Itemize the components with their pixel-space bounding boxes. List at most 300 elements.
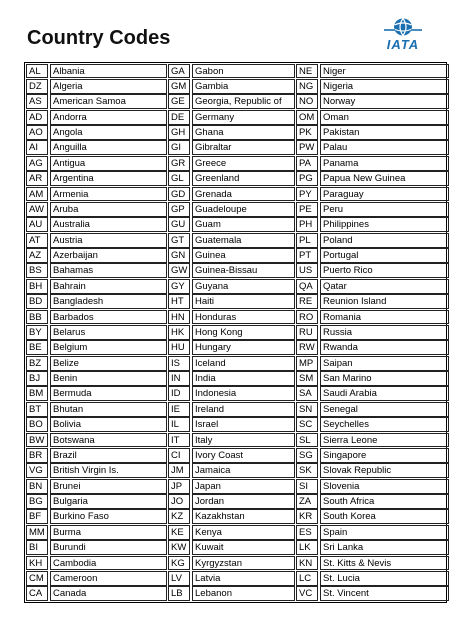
country-name-cell: Albania (50, 64, 167, 79)
table-row (26, 171, 167, 186)
country-name-cell: Bangladesh (50, 294, 167, 309)
country-name-cell: Canada (50, 586, 167, 601)
country-code-cell: VC (296, 586, 318, 601)
country-code-cell: HN (168, 310, 190, 325)
country-name-cell: Argentina (50, 171, 167, 186)
country-name-cell: Lebanon (192, 586, 295, 601)
table-row (296, 570, 449, 585)
country-name-cell: Iceland (192, 356, 295, 371)
country-code-cell: HU (168, 340, 190, 355)
country-code-cell: RW (296, 340, 318, 355)
country-name-cell: Bermuda (50, 386, 167, 401)
table-row (296, 63, 449, 78)
table-row (296, 386, 449, 401)
country-name-cell: Guatemala (192, 233, 295, 248)
table-row (168, 140, 295, 155)
table-row (296, 355, 449, 370)
table-row (26, 232, 167, 247)
table-row (296, 494, 449, 509)
country-code-cell: BN (26, 479, 48, 494)
table-row (168, 555, 295, 570)
table-row (168, 263, 295, 278)
country-name-cell: Italy (192, 433, 295, 448)
country-code-cell: RE (296, 294, 318, 309)
country-name-cell: Panama (320, 156, 449, 171)
country-name-cell: Aruba (50, 202, 167, 217)
country-name-cell: Singapore (320, 448, 449, 463)
country-name-cell: Gambia (192, 79, 295, 94)
country-name-cell: Ireland (192, 402, 295, 417)
country-code-cell: BJ (26, 371, 48, 386)
table-row (168, 78, 295, 93)
country-name-cell: Greenland (192, 171, 295, 186)
table-row (168, 447, 295, 462)
country-code-cell: JO (168, 494, 190, 509)
country-name-cell: Belarus (50, 325, 167, 340)
country-name-cell: Russia (320, 325, 449, 340)
country-code-cell: IN (168, 371, 190, 386)
table-row (296, 248, 449, 263)
country-code-cell: LB (168, 586, 190, 601)
table-row (296, 294, 449, 309)
country-code-cell: PA (296, 156, 318, 171)
country-code-cell: IT (168, 433, 190, 448)
country-code-cell: KR (296, 509, 318, 524)
country-name-cell: Reunion Island (320, 294, 449, 309)
table-row (296, 278, 449, 293)
country-code-cell: GA (168, 64, 190, 79)
country-code-cell: SN (296, 402, 318, 417)
country-name-cell: St. Kitts & Nevis (320, 556, 449, 571)
country-code-cell: GP (168, 202, 190, 217)
table-row (26, 324, 167, 339)
country-code-cell: PW (296, 140, 318, 155)
table-row (296, 555, 449, 570)
table-row (26, 386, 167, 401)
table-row (168, 432, 295, 447)
table-row (168, 201, 295, 216)
country-code-cell: AL (26, 64, 48, 79)
country-code-cell: VG (26, 463, 48, 478)
country-name-cell: St. Lucia (320, 571, 449, 586)
country-name-cell: Gabon (192, 64, 295, 79)
country-name-cell: Japan (192, 479, 295, 494)
table-row (296, 186, 449, 201)
country-code-cell: GU (168, 217, 190, 232)
table-row (168, 324, 295, 339)
table-row (26, 94, 167, 109)
country-name-cell: Portugal (320, 248, 449, 263)
table-row (168, 125, 295, 140)
table-row (296, 263, 449, 278)
country-code-cell: SM (296, 371, 318, 386)
country-code-cell: PK (296, 125, 318, 140)
country-name-cell: Sri Lanka (320, 540, 449, 555)
country-name-cell: Poland (320, 233, 449, 248)
country-code-cell: LC (296, 571, 318, 586)
country-code-cell: BE (26, 340, 48, 355)
country-code-cell: AZ (26, 248, 48, 263)
country-code-cell: CM (26, 571, 48, 586)
country-code-cell: GY (168, 279, 190, 294)
country-name-cell: Slovak Republic (320, 463, 449, 478)
country-name-cell: Papua New Guinea (320, 171, 449, 186)
country-name-cell: Guinea (192, 248, 295, 263)
country-code-cell: GE (168, 94, 190, 109)
country-code-cell: IS (168, 356, 190, 371)
code-column-3 (295, 63, 449, 602)
table-row (296, 94, 449, 109)
country-code-cell: RO (296, 310, 318, 325)
country-name-cell: Greece (192, 156, 295, 171)
code-column-2 (167, 63, 295, 602)
table-row (296, 586, 449, 601)
country-code-cell: GH (168, 125, 190, 140)
country-name-cell: Anguilla (50, 140, 167, 155)
table-row (296, 401, 449, 416)
country-code-cell: IL (168, 417, 190, 432)
table-row (26, 140, 167, 155)
country-name-cell: Puerto Rico (320, 263, 449, 278)
country-code-cell: BI (26, 540, 48, 555)
country-name-cell: Philippines (320, 217, 449, 232)
country-name-cell: Qatar (320, 279, 449, 294)
country-code-cell: BM (26, 386, 48, 401)
table-row (168, 417, 295, 432)
table-row (26, 109, 167, 124)
country-code-cell: GW (168, 263, 190, 278)
country-name-cell: American Samoa (50, 94, 167, 109)
country-name-cell: India (192, 371, 295, 386)
country-code-cell: GT (168, 233, 190, 248)
country-name-cell: Germany (192, 110, 295, 125)
table-row (26, 186, 167, 201)
country-code-cell: BG (26, 494, 48, 509)
country-name-cell: Sierra Leone (320, 433, 449, 448)
country-name-cell: Kuwait (192, 540, 295, 555)
country-name-cell: Bulgaria (50, 494, 167, 509)
country-name-cell: Jordan (192, 494, 295, 509)
table-row (296, 201, 449, 216)
table-row (296, 78, 449, 93)
country-name-cell: Guam (192, 217, 295, 232)
country-name-cell: Ivory Coast (192, 448, 295, 463)
table-row (168, 478, 295, 493)
country-name-cell: Burundi (50, 540, 167, 555)
country-name-cell: Bolivia (50, 417, 167, 432)
country-code-cell: BD (26, 294, 48, 309)
country-name-cell: Oman (320, 110, 449, 125)
country-name-cell: Angola (50, 125, 167, 140)
table-row (168, 155, 295, 170)
page-title: Country Codes (27, 27, 171, 49)
country-code-cell: JM (168, 463, 190, 478)
table-row (168, 63, 295, 78)
country-name-cell: Slovenia (320, 479, 449, 494)
country-name-cell: Grenada (192, 187, 295, 202)
table-row (26, 447, 167, 462)
country-name-cell: Haiti (192, 294, 295, 309)
table-row (168, 509, 295, 524)
table-row (26, 125, 167, 140)
country-name-cell: Belize (50, 356, 167, 371)
country-name-cell: Algeria (50, 79, 167, 94)
table-row (26, 294, 167, 309)
table-row (26, 340, 167, 355)
country-name-cell: Azerbaijan (50, 248, 167, 263)
country-code-cell: MM (26, 525, 48, 540)
country-code-cell: BZ (26, 356, 48, 371)
country-name-cell: Norway (320, 94, 449, 109)
table-row (296, 540, 449, 555)
table-row (168, 494, 295, 509)
table-row (26, 463, 167, 478)
table-row (168, 309, 295, 324)
country-name-cell: Saipan (320, 356, 449, 371)
country-code-cell: AU (26, 217, 48, 232)
country-name-cell: Belgium (50, 340, 167, 355)
table-row (296, 232, 449, 247)
country-name-cell: Bhutan (50, 402, 167, 417)
country-code-cell: SI (296, 479, 318, 494)
country-name-cell: South Korea (320, 509, 449, 524)
table-row (296, 478, 449, 493)
logo-text: IATA (386, 37, 420, 52)
table-row (168, 248, 295, 263)
code-column-1 (25, 63, 167, 602)
country-code-cell: KG (168, 556, 190, 571)
table-row (168, 371, 295, 386)
country-code-cell: AR (26, 171, 48, 186)
table-row (26, 540, 167, 555)
country-code-cell: MP (296, 356, 318, 371)
table-row (168, 232, 295, 247)
country-name-cell: Barbados (50, 310, 167, 325)
table-row (296, 309, 449, 324)
table-row (168, 171, 295, 186)
country-code-cell: NO (296, 94, 318, 109)
country-name-cell: Jamaica (192, 463, 295, 478)
country-name-cell: Saudi Arabia (320, 386, 449, 401)
country-code-cell: DZ (26, 79, 48, 94)
country-code-cell: KZ (168, 509, 190, 524)
table-row (26, 555, 167, 570)
table-row (168, 386, 295, 401)
country-name-cell: Cameroon (50, 571, 167, 586)
country-code-cell: AO (26, 125, 48, 140)
country-name-cell: Georgia, Republic of (192, 94, 295, 109)
country-code-cell: KE (168, 525, 190, 540)
table-row (168, 294, 295, 309)
country-code-cell: AS (26, 94, 48, 109)
table-row (26, 78, 167, 93)
country-code-cell: SL (296, 433, 318, 448)
country-code-cell: DE (168, 110, 190, 125)
country-code-cell: PL (296, 233, 318, 248)
country-code-cell: BT (26, 402, 48, 417)
country-code-cell: PG (296, 171, 318, 186)
country-name-cell: Paraguay (320, 187, 449, 202)
country-name-cell: Cambodia (50, 556, 167, 571)
country-code-cell: KW (168, 540, 190, 555)
country-name-cell: Brazil (50, 448, 167, 463)
country-name-cell: Guadeloupe (192, 202, 295, 217)
country-name-cell: Israel (192, 417, 295, 432)
country-name-cell: Indonesia (192, 386, 295, 401)
country-name-cell: Kyrgyzstan (192, 556, 295, 571)
table-row (168, 355, 295, 370)
country-code-cell: KN (296, 556, 318, 571)
country-code-cell: HK (168, 325, 190, 340)
country-name-cell: Burkino Faso (50, 509, 167, 524)
table-row (296, 324, 449, 339)
country-code-cell: BR (26, 448, 48, 463)
country-name-cell: Latvia (192, 571, 295, 586)
table-row (296, 155, 449, 170)
country-code-cell: LK (296, 540, 318, 555)
table-row (296, 140, 449, 155)
country-code-cell: AT (26, 233, 48, 248)
country-name-cell: Andorra (50, 110, 167, 125)
country-name-cell: Hong Kong (192, 325, 295, 340)
country-name-cell: South Africa (320, 494, 449, 509)
table-row (168, 278, 295, 293)
table-row (168, 217, 295, 232)
table-row (296, 509, 449, 524)
country-code-cell: GR (168, 156, 190, 171)
country-code-cell: PT (296, 248, 318, 263)
country-name-cell: Armenia (50, 187, 167, 202)
country-code-cell: ES (296, 525, 318, 540)
table-row (168, 570, 295, 585)
country-name-cell: Bahamas (50, 263, 167, 278)
country-name-cell: Kazakhstan (192, 509, 295, 524)
table-row (26, 478, 167, 493)
country-code-cell: PY (296, 187, 318, 202)
country-code-cell: HT (168, 294, 190, 309)
table-row (26, 263, 167, 278)
country-name-cell: Honduras (192, 310, 295, 325)
country-code-cell: AG (26, 156, 48, 171)
country-name-cell: Pakistan (320, 125, 449, 140)
table-row (296, 125, 449, 140)
country-name-cell: Nigeria (320, 79, 449, 94)
table-row (26, 509, 167, 524)
country-name-cell: Austria (50, 233, 167, 248)
table-row (296, 417, 449, 432)
table-row (296, 340, 449, 355)
table-row (296, 447, 449, 462)
table-row (168, 586, 295, 601)
country-name-cell: Peru (320, 202, 449, 217)
country-code-cell: RU (296, 325, 318, 340)
table-row (296, 217, 449, 232)
country-code-cell: BW (26, 433, 48, 448)
country-name-cell: Benin (50, 371, 167, 386)
country-code-cell: SG (296, 448, 318, 463)
table-row (296, 109, 449, 124)
country-name-cell: Guinea-Bissau (192, 263, 295, 278)
globe-icon (380, 18, 426, 38)
country-name-cell: St. Vincent (320, 586, 449, 601)
country-name-cell: San Marino (320, 371, 449, 386)
country-code-cell: BH (26, 279, 48, 294)
table-row (168, 401, 295, 416)
country-code-cell: AI (26, 140, 48, 155)
country-code-cell: GL (168, 171, 190, 186)
country-code-cell: LV (168, 571, 190, 586)
country-name-cell: Kenya (192, 525, 295, 540)
country-name-cell: Antigua (50, 156, 167, 171)
country-code-cell: AM (26, 187, 48, 202)
table-row (168, 463, 295, 478)
table-row (26, 401, 167, 416)
table-row (296, 524, 449, 539)
table-row (26, 570, 167, 585)
country-name-cell: Brunei (50, 479, 167, 494)
country-code-cell: PH (296, 217, 318, 232)
country-name-cell: Rwanda (320, 340, 449, 355)
country-code-cell: OM (296, 110, 318, 125)
country-name-cell: Seychelles (320, 417, 449, 432)
table-row (26, 278, 167, 293)
table-row (26, 309, 167, 324)
country-name-cell: Australia (50, 217, 167, 232)
country-name-cell: Hungary (192, 340, 295, 355)
country-code-cell: BB (26, 310, 48, 325)
country-code-cell: NE (296, 64, 318, 79)
table-row (296, 371, 449, 386)
country-code-cell: NG (296, 79, 318, 94)
table-row (168, 540, 295, 555)
country-code-cell: GI (168, 140, 190, 155)
country-code-cell: IE (168, 402, 190, 417)
country-code-cell: BF (26, 509, 48, 524)
country-code-cell: ZA (296, 494, 318, 509)
country-code-cell: AD (26, 110, 48, 125)
table-row (168, 94, 295, 109)
country-code-cell: PE (296, 202, 318, 217)
country-code-cell: QA (296, 279, 318, 294)
table-row (26, 417, 167, 432)
country-name-cell: Romania (320, 310, 449, 325)
table-row (168, 109, 295, 124)
country-name-cell: Burma (50, 525, 167, 540)
country-code-cell: GM (168, 79, 190, 94)
country-name-cell: Spain (320, 525, 449, 540)
country-name-cell: British Virgin Is. (50, 463, 167, 478)
country-name-cell: Gibraltar (192, 140, 295, 155)
country-code-cell: BY (26, 325, 48, 340)
table-row (26, 63, 167, 78)
country-name-cell: Senegal (320, 402, 449, 417)
country-code-cell: JP (168, 479, 190, 494)
country-name-cell: Niger (320, 64, 449, 79)
country-code-cell: SC (296, 417, 318, 432)
table-row (26, 355, 167, 370)
country-name-cell: Botswana (50, 433, 167, 448)
country-name-cell: Bahrain (50, 279, 167, 294)
table-row (296, 432, 449, 447)
country-code-cell: ID (168, 386, 190, 401)
table-row (26, 524, 167, 539)
table-row (296, 463, 449, 478)
table-row (26, 201, 167, 216)
country-code-cell: GN (168, 248, 190, 263)
country-name-cell: Guyana (192, 279, 295, 294)
country-code-cell: SK (296, 463, 318, 478)
country-name-cell: Palau (320, 140, 449, 155)
